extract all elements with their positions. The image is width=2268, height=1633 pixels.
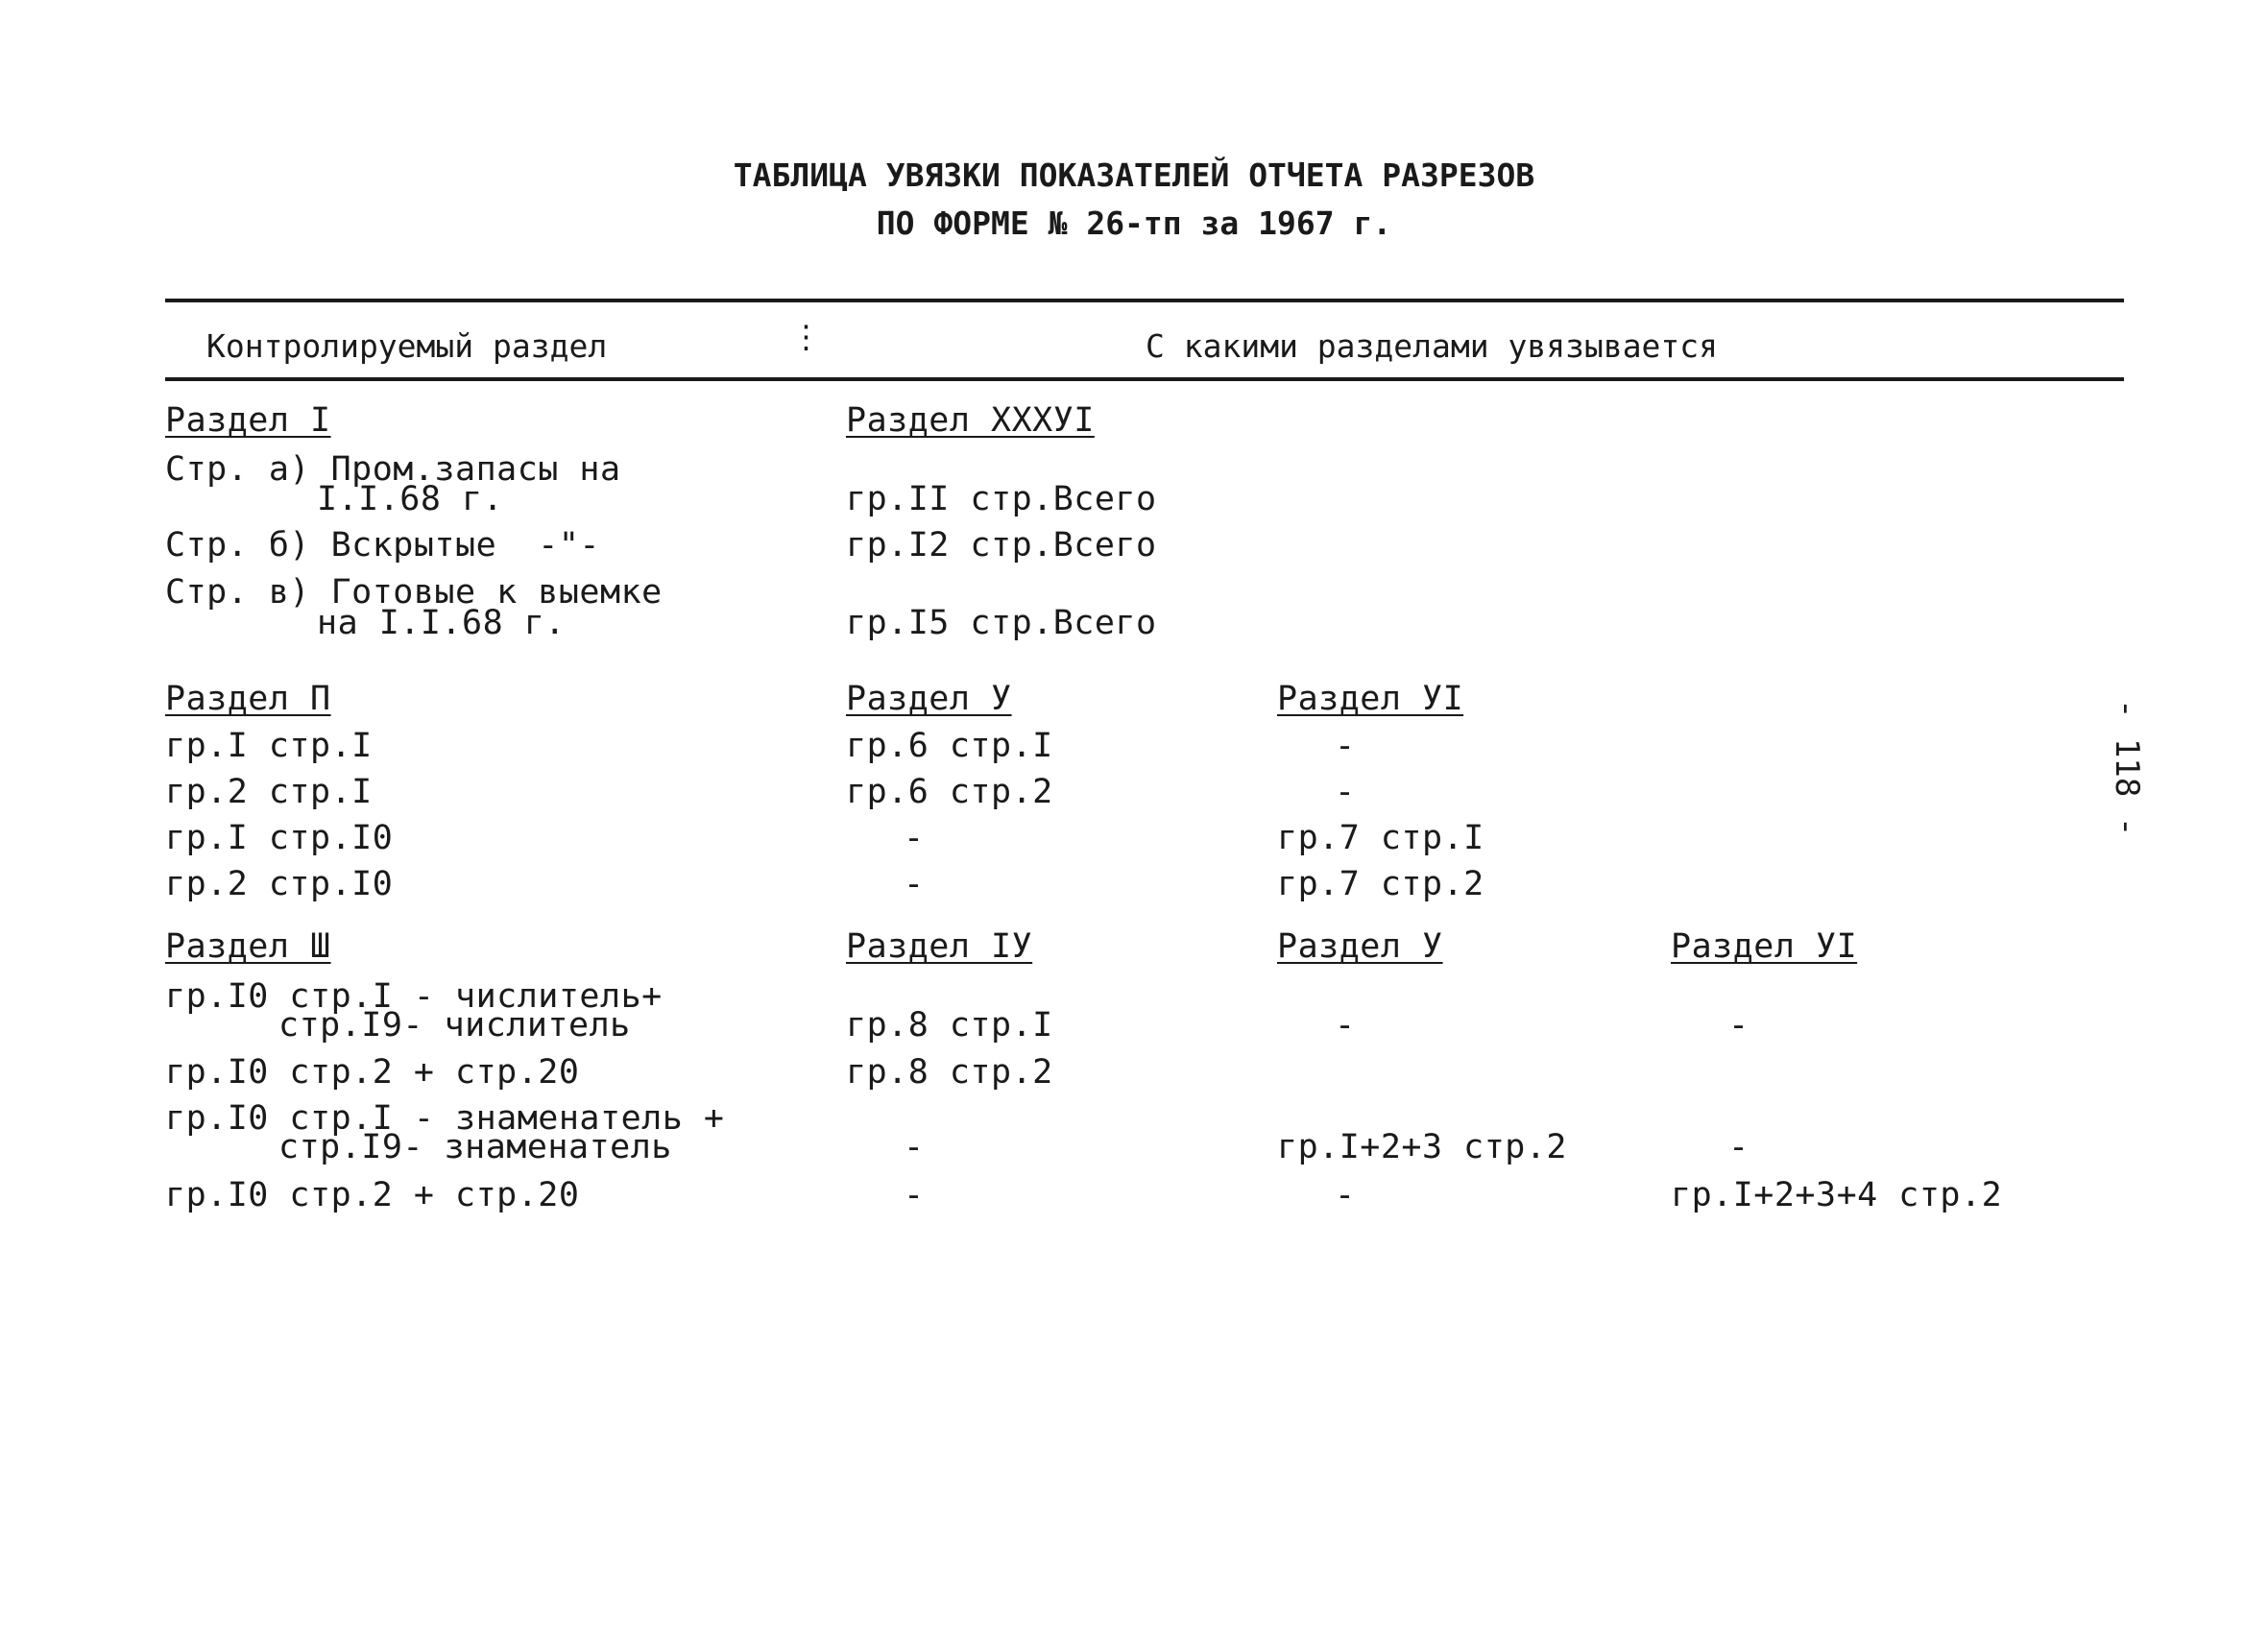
section-1-row-1-link: гр.II стр.Всего — [846, 480, 1157, 518]
section-2-link-heading-1: Раздел У — [846, 680, 1012, 718]
section-3-row-4-link-1: - — [904, 1176, 925, 1214]
section-2-row-4-link-2: гр.7 стр.2 — [1277, 865, 1484, 903]
section-2-heading: Раздел П — [165, 680, 331, 718]
section-3-row-3-label-cont: стр.I9- знаменатель — [278, 1128, 672, 1166]
section-3-row-2-label: гр.I0 стр.2 + стр.20 — [165, 1053, 580, 1092]
header-linked-sections: С какими разделами увязывается — [1146, 327, 1719, 365]
header-controlled-section: Контролируемый раздел — [206, 327, 608, 365]
section-3-row-1-link-2: - — [1335, 1006, 1356, 1045]
section-1-link-heading: Раздел XXXУI — [846, 401, 1095, 440]
section-2-row-1-label: гр.I стр.I — [165, 727, 373, 765]
section-1-row-1-label: Стр. а) Пром.запасы на — [165, 450, 621, 489]
section-1-heading: Раздел I — [165, 401, 331, 440]
section-2-row-2-link-2: - — [1335, 773, 1356, 811]
section-2-row-3-link-1: - — [904, 819, 925, 857]
document-title-line-2: ПО ФОРМЕ № 26-тп за 1967 г. — [876, 204, 1392, 242]
section-1-row-2-label: Стр. б) Вскрытые -"- — [165, 526, 601, 564]
section-1-row-3-link: гр.I5 стр.Всего — [846, 604, 1157, 642]
section-2-row-4-link-1: - — [904, 865, 925, 903]
section-3-row-1-link-3: - — [1728, 1006, 1749, 1045]
section-1-row-1-label-cont: I.I.68 г. — [317, 480, 504, 518]
section-3-row-3-link-2: гр.I+2+3 стр.2 — [1277, 1128, 1568, 1166]
section-3-row-3-link-3: - — [1728, 1128, 1749, 1166]
section-3-link-heading-2: Раздел У — [1277, 927, 1443, 966]
section-3-link-heading-1: Раздел IУ — [846, 927, 1033, 966]
section-2-row-1-link-2: - — [1335, 727, 1356, 765]
section-2-row-2-label: гр.2 стр.I — [165, 773, 373, 811]
top-rule — [165, 299, 2124, 302]
section-3-row-1-label-cont: стр.I9- числитель — [278, 1006, 631, 1045]
section-2-row-2-link-1: гр.6 стр.2 — [846, 773, 1053, 811]
section-3-row-4-link-3: гр.I+2+3+4 стр.2 — [1671, 1176, 2003, 1214]
document-title-line-1: ТАБЛИЦА УВЯЗКИ ПОКАЗАТЕЛЕЙ ОТЧЕТА РАЗРЕЗОВ — [733, 156, 1535, 194]
section-3-row-4-link-2: - — [1335, 1176, 1356, 1214]
section-1-row-3-label: Стр. в) Готовые к выемке — [165, 573, 663, 612]
section-3-row-3-link-1: - — [904, 1128, 925, 1166]
section-3-row-3-label: гр.I0 стр.I - знаменатель + — [165, 1099, 725, 1138]
section-3-row-1-link-1: гр.8 стр.I — [846, 1006, 1053, 1045]
section-3-link-heading-3: Раздел УI — [1671, 927, 1858, 966]
section-3-row-2-link-1: гр.8 стр.2 — [846, 1053, 1053, 1092]
section-3-row-1-label: гр.I0 стр.I - числитель+ — [165, 977, 663, 1016]
section-2-row-3-link-2: гр.7 стр.I — [1277, 819, 1484, 857]
section-1-row-2-link: гр.I2 стр.Всего — [846, 526, 1157, 564]
page-number: - 118 - — [2108, 699, 2146, 837]
header-separator: ⋮ — [790, 318, 822, 355]
header-bottom-rule — [165, 377, 2124, 381]
section-3-heading: Раздел Ш — [165, 927, 331, 966]
section-3-row-4-label: гр.I0 стр.2 + стр.20 — [165, 1176, 580, 1214]
section-2-link-heading-2: Раздел УI — [1277, 680, 1464, 718]
section-2-row-1-link-1: гр.6 стр.I — [846, 727, 1053, 765]
section-2-row-3-label: гр.I стр.I0 — [165, 819, 394, 857]
section-1-row-3-label-cont: на I.I.68 г. — [317, 604, 566, 642]
section-2-row-4-label: гр.2 стр.I0 — [165, 865, 394, 903]
